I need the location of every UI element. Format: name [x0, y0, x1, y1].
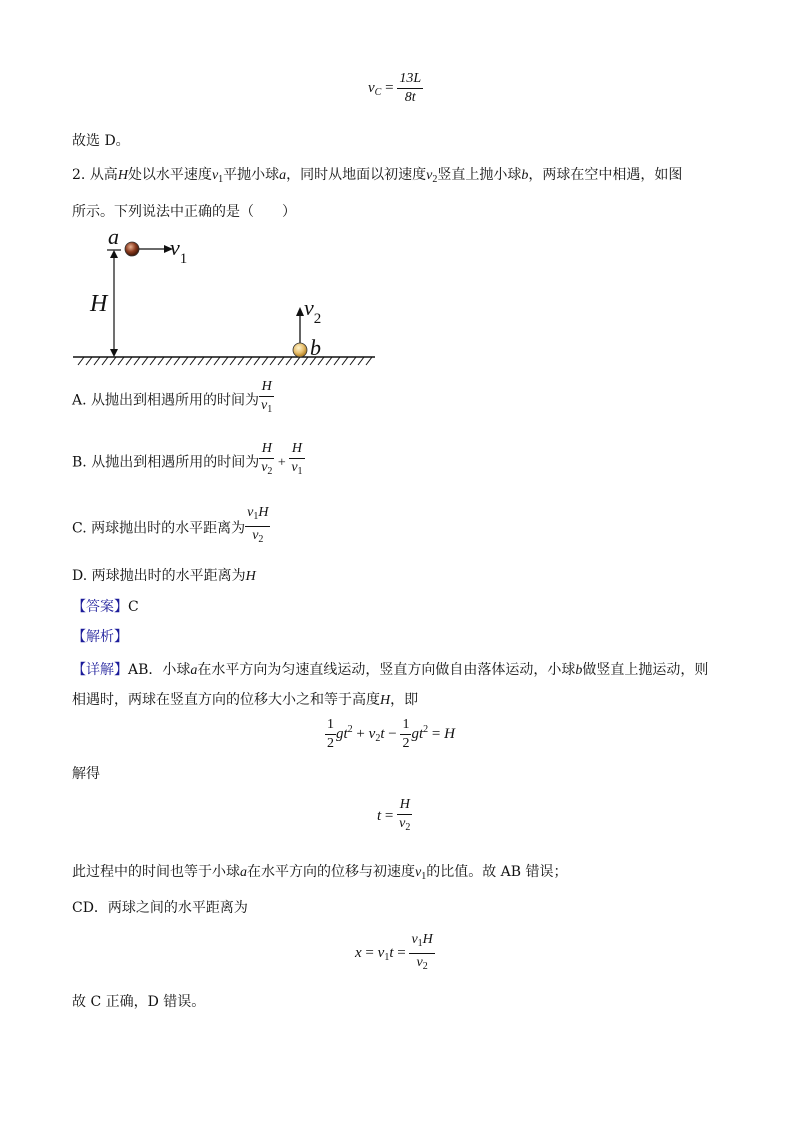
- prev-conclusion: 故选 D。: [72, 133, 130, 149]
- equation-time: t = $\frac{H}{v_2}$: [377, 797, 411, 833]
- answer-line: [72, 597, 139, 617]
- option-b: B. 从抛出到相遇所用的时间为 $\frac{H}{v_2}$ + $\frac{H}{v_1}$: [72, 441, 303, 477]
- height-arrow-down-head: [110, 349, 118, 357]
- detail-cd: CD．两球之间的水平距离为: [72, 900, 248, 916]
- projectile-figure: [70, 225, 380, 370]
- detail-label: 【详解】: [72, 662, 128, 678]
- option-d: D. 两球抛出时的水平距离为H: [72, 568, 256, 584]
- ball-a: [125, 242, 139, 256]
- label-v2: $v_2$: [304, 295, 322, 327]
- equation-distance: $x = v_1t$ = $\frac{v_1H}{v_2}$: [355, 932, 433, 972]
- option-c: C. 两球抛出时的水平距离为 $\frac{v_1H}{v_2}$: [72, 505, 269, 545]
- detail-line3: 此过程中的时间也等于小球a在水平方向的位移与初速度$v_1$的比值。故 AB 错误；: [72, 864, 568, 882]
- detail-line1: 【详解】AB．小球a在水平方向为匀速直线运动，竖直方向做自由落体运动，小球b做竖直上抛运动，则: [72, 662, 709, 678]
- solve-label: 解得: [72, 766, 100, 782]
- equation-displacement: $\frac{1}{2}$ $gt^2 + v_2t$ − $\frac{1}{2}$ $gt^2 = H$: [327, 717, 455, 751]
- analysis-label: 【解析】: [72, 629, 128, 645]
- v2-arrow-head: [296, 307, 304, 316]
- question-stem-line1: 2. 从高H处以水平速度$v_1$平抛小球a，同时从地面以初速度$v_2$竖直上抛小球b，两球在空中相遇，如图: [72, 167, 683, 185]
- answer-label: 【答案】: [72, 599, 128, 615]
- question-stem-line2: 所示。下列说法中正确的是（ ）: [72, 204, 296, 220]
- label-b: b: [310, 335, 321, 360]
- height-arrow-up-head: [110, 250, 118, 258]
- option-a: A. 从抛出到相遇所用的时间为 $\frac{H}{v_1}$: [72, 379, 273, 415]
- label-a: a: [108, 225, 119, 249]
- answer-value: C: [128, 599, 139, 615]
- detail-line2: 相遇时，两球在竖直方向的位移大小之和等于高度H，即: [72, 692, 419, 708]
- top-equation: $v_C$ = $\frac{13L}{8t}$: [368, 71, 422, 105]
- final-conclusion: 故 C 正确，D 错误。: [72, 994, 206, 1010]
- label-v1: $v_1$: [170, 235, 188, 267]
- ground-hatching: [78, 357, 372, 365]
- ball-b: [293, 343, 307, 357]
- label-H: H: [90, 291, 108, 317]
